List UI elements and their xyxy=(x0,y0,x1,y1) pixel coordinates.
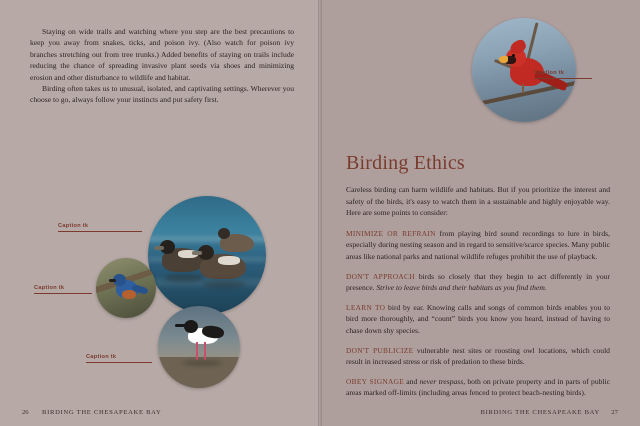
caption-ducks: Caption tk xyxy=(58,223,89,229)
list-item-tail: , both on private property and in parts of public areas marked off-limits (including areas fenced to protect beach-nesting birds). xyxy=(346,376,611,398)
list-item-lede: OBEY SIGNAGE xyxy=(346,376,405,386)
caption-cardinal: Caption tk xyxy=(534,70,565,76)
list-item-body: and xyxy=(404,376,420,386)
left-paragraph-2: Birding often takes us to unusual, isolated, and captivating settings. Wherever you choose to go, always follow your instincts and put safety first. xyxy=(30,84,294,105)
right-page xyxy=(320,0,640,426)
list-item-lede: DON'T APPROACH xyxy=(346,271,415,281)
spread-gutter xyxy=(318,0,322,426)
left-running-head: BIRDING THE CHESAPEAKE BAY xyxy=(42,409,162,416)
right-page-number: 27 xyxy=(611,409,618,416)
list-item xyxy=(346,271,610,294)
caption-bluebird: Caption tk xyxy=(34,285,65,291)
right-running-head: BIRDING THE CHESAPEAKE BAY xyxy=(480,409,600,416)
list-item-lede: LEARN TO xyxy=(346,302,386,312)
list-item xyxy=(346,228,610,263)
caption-rule-1 xyxy=(58,231,142,232)
page-title: Birding Ethics xyxy=(346,152,465,174)
lead-paragraph: Careless birding can harm wildlife and habitats. But if you prioritize the interest and safety of the birds, it's easy to watch them in a sustainable and highly enjoyable way. Here are some points to consider: xyxy=(346,185,610,218)
list-item-body: bird by ear. Knowing calls and songs of common birds enables you to bird more thoroughly, and “count” birds you know you heard, instead of having to chase down shy species. xyxy=(346,302,611,335)
list-item xyxy=(346,345,610,368)
photo-circle-stilt xyxy=(158,306,240,388)
list-item xyxy=(346,376,610,399)
left-paragraph-1: Staying on wide trails and watching where you step are the best precautions to keep you away from snakes, ticks, and poison ivy. (Also watch for poison ivy branches stretching out from tree trunks.) Added benefits of staying on trails include reducing the chance of spreading invasive plant seeds via shoes and minimizing erosion and other disturbance to wildlife and habitat. xyxy=(30,27,294,82)
caption-rule-cardinal xyxy=(534,78,592,79)
left-page-number: 26 xyxy=(22,409,29,416)
list-item-italic: never trespass xyxy=(419,376,464,386)
caption-rule-3 xyxy=(86,362,152,363)
list-item-lede: DON'T PUBLICIZE xyxy=(346,345,414,355)
list-item-lede: MINIMIZE OR REFRAIN xyxy=(346,228,436,238)
photo-circle-ducks xyxy=(148,196,266,314)
list-item-body: vulnerable nest sites or roosting owl locations, which could result in increased stress or risk of predation to these birds. xyxy=(346,345,610,367)
caption-rule-2 xyxy=(34,293,92,294)
photo-circle-bluebird xyxy=(96,258,156,318)
list-item-body: birds so closely that they begin to act differently in your presence. xyxy=(346,271,610,293)
list-item-italic: Strive to leave birds and their habitats as you find them. xyxy=(376,283,547,293)
list-item-body: from playing bird sound recordings to lure in birds, especially during nesting season and in regard to sensitive/scarce species. Many public areas like national parks and national wildlife refuges prohibit the use of playback. xyxy=(346,228,610,261)
caption-stilt: Caption tk xyxy=(86,354,117,360)
ethics-list xyxy=(346,228,610,399)
list-item xyxy=(346,302,610,337)
